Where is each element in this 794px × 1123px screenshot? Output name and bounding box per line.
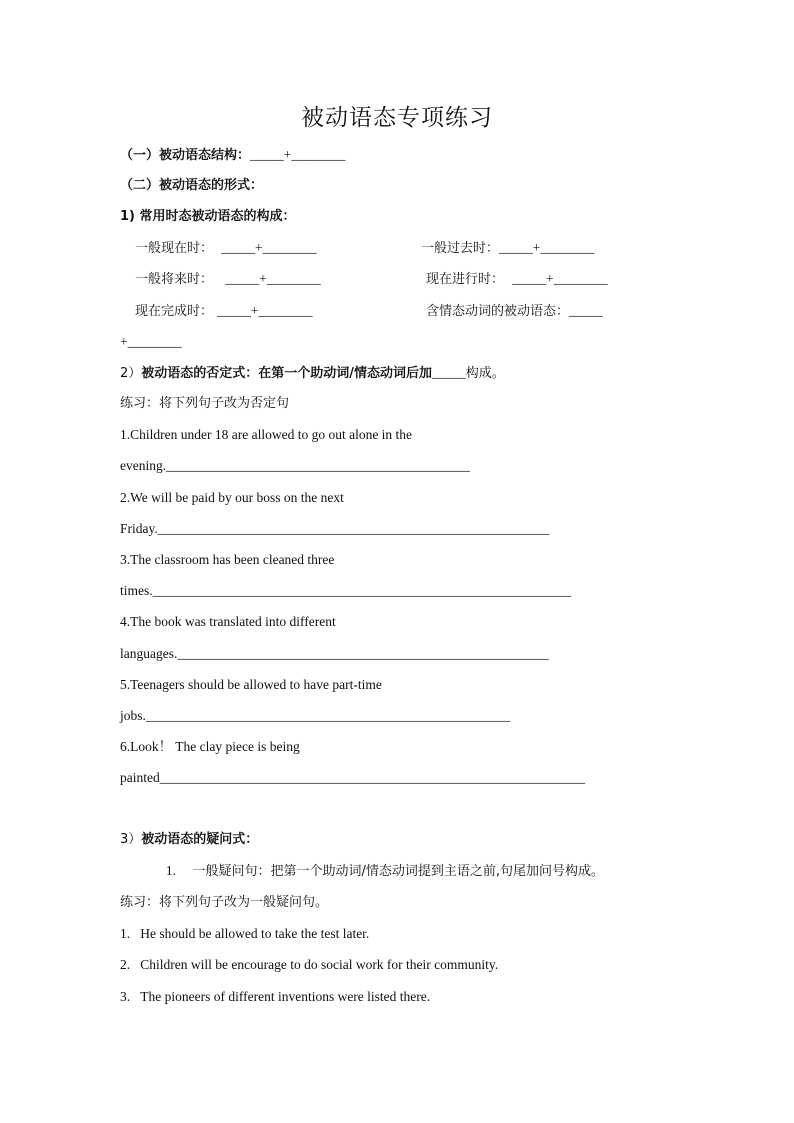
subsection-number: 3）: [120, 832, 142, 847]
question-item-1: [120, 925, 369, 943]
exercise-item-1-answer-line: evening._____________________________________________: [120, 458, 470, 473]
item-text: The pioneers of different inventions were listed there.: [140, 989, 431, 1004]
page-title: 被动语态专项练习: [301, 105, 493, 131]
subsection-question-form: [120, 831, 258, 849]
tense-blank: _____+________: [221, 240, 317, 255]
section-structure-label: （一）被动语态结构：: [120, 148, 251, 163]
question-item-3: [120, 988, 430, 1006]
tense-blank: _____+________: [217, 303, 313, 318]
subsection-number: 2）: [120, 366, 142, 381]
tense-modal-passive-continued: +________: [120, 334, 182, 349]
item-text: Children will be encourage to do social work for their community.: [140, 957, 499, 972]
item-number: 2.: [120, 957, 131, 972]
exercise-item-1-sentence: 1.Children under 18 are allowed to go out alone in the: [120, 427, 413, 442]
rule-text: 一般疑问句：把第一个助动词/情态动词提到主语之前,句尾加问号构成。: [192, 864, 605, 879]
exercise-item-2-sentence: 2.We will be paid by our boss on the next: [120, 490, 344, 505]
rule-number: 1.: [165, 863, 176, 878]
tense-blank: _____+________: [499, 240, 595, 255]
question-item-2: [120, 956, 498, 974]
exercise-negative-instruction: 练习：将下列句子改为否定句: [120, 396, 290, 411]
tense-simple-past: [421, 239, 594, 258]
general-question-rule: [120, 862, 604, 881]
tense-present-perfect: [135, 302, 313, 321]
tense-label: 一般现在时：: [135, 241, 214, 256]
subsection-negative-label: 被动语态的否定式：在第一个助动词/情态动词后加: [141, 366, 433, 381]
tense-present-continuous: [426, 270, 608, 289]
exercise-item-2-answer-line: Friday.__________________________________________________________: [120, 521, 550, 536]
section-structure: [120, 146, 345, 165]
item-number: 3.: [120, 989, 131, 1004]
tense-label: 含情态动词的被动语态：: [426, 304, 570, 319]
subsection-question-label: 被动语态的疑问式：: [141, 832, 259, 847]
tense-label: 现在完成时：: [135, 304, 214, 319]
exercise-item-6-sentence: 6.Look！ The clay piece is being: [120, 739, 300, 754]
tense-blank: _____+________: [225, 271, 321, 286]
tense-label: 一般过去时：: [421, 241, 500, 256]
subsection-negative-suffix: 构成。: [465, 366, 505, 381]
item-number: 1.: [120, 926, 131, 941]
tense-simple-present: [135, 239, 317, 258]
exercise-item-6-answer-line: painted_______________________________________________________________: [120, 770, 585, 785]
exercise-item-4-answer-line: languages._______________________________________________________: [120, 646, 549, 661]
exercise-item-4-sentence: 4.The book was translated into different: [120, 614, 336, 629]
subsection-negative-blank: _____: [432, 365, 466, 380]
subsection-negative-form: [120, 364, 505, 383]
tense-modal-passive: [426, 302, 603, 321]
tense-blank: _____+________: [512, 271, 608, 286]
exercise-item-5-answer-line: jobs.______________________________________________________: [120, 708, 511, 723]
item-text: He should be allowed to take the test later.: [140, 926, 370, 941]
exercise-item-5-sentence: 5.Teenagers should be allowed to have part-time: [120, 677, 382, 692]
section-structure-blank: _____+________: [250, 147, 346, 162]
tense-blank: _____: [569, 303, 603, 318]
tense-simple-future: [135, 270, 321, 289]
tense-label: 现在进行时：: [426, 272, 505, 287]
exercise-item-3-answer-line: times.______________________________________________________________: [120, 583, 572, 598]
subsection-tense-forms: 1) 常用时态被动语态的构成：: [120, 209, 296, 224]
exercise-item-3-sentence: 3.The classroom has been cleaned three: [120, 552, 335, 567]
tense-label: 一般将来时：: [135, 272, 214, 287]
exercise-question-instruction: 练习：将下列句子改为一般疑问句。: [120, 895, 329, 910]
section-forms: （二）被动语态的形式：: [120, 178, 264, 193]
